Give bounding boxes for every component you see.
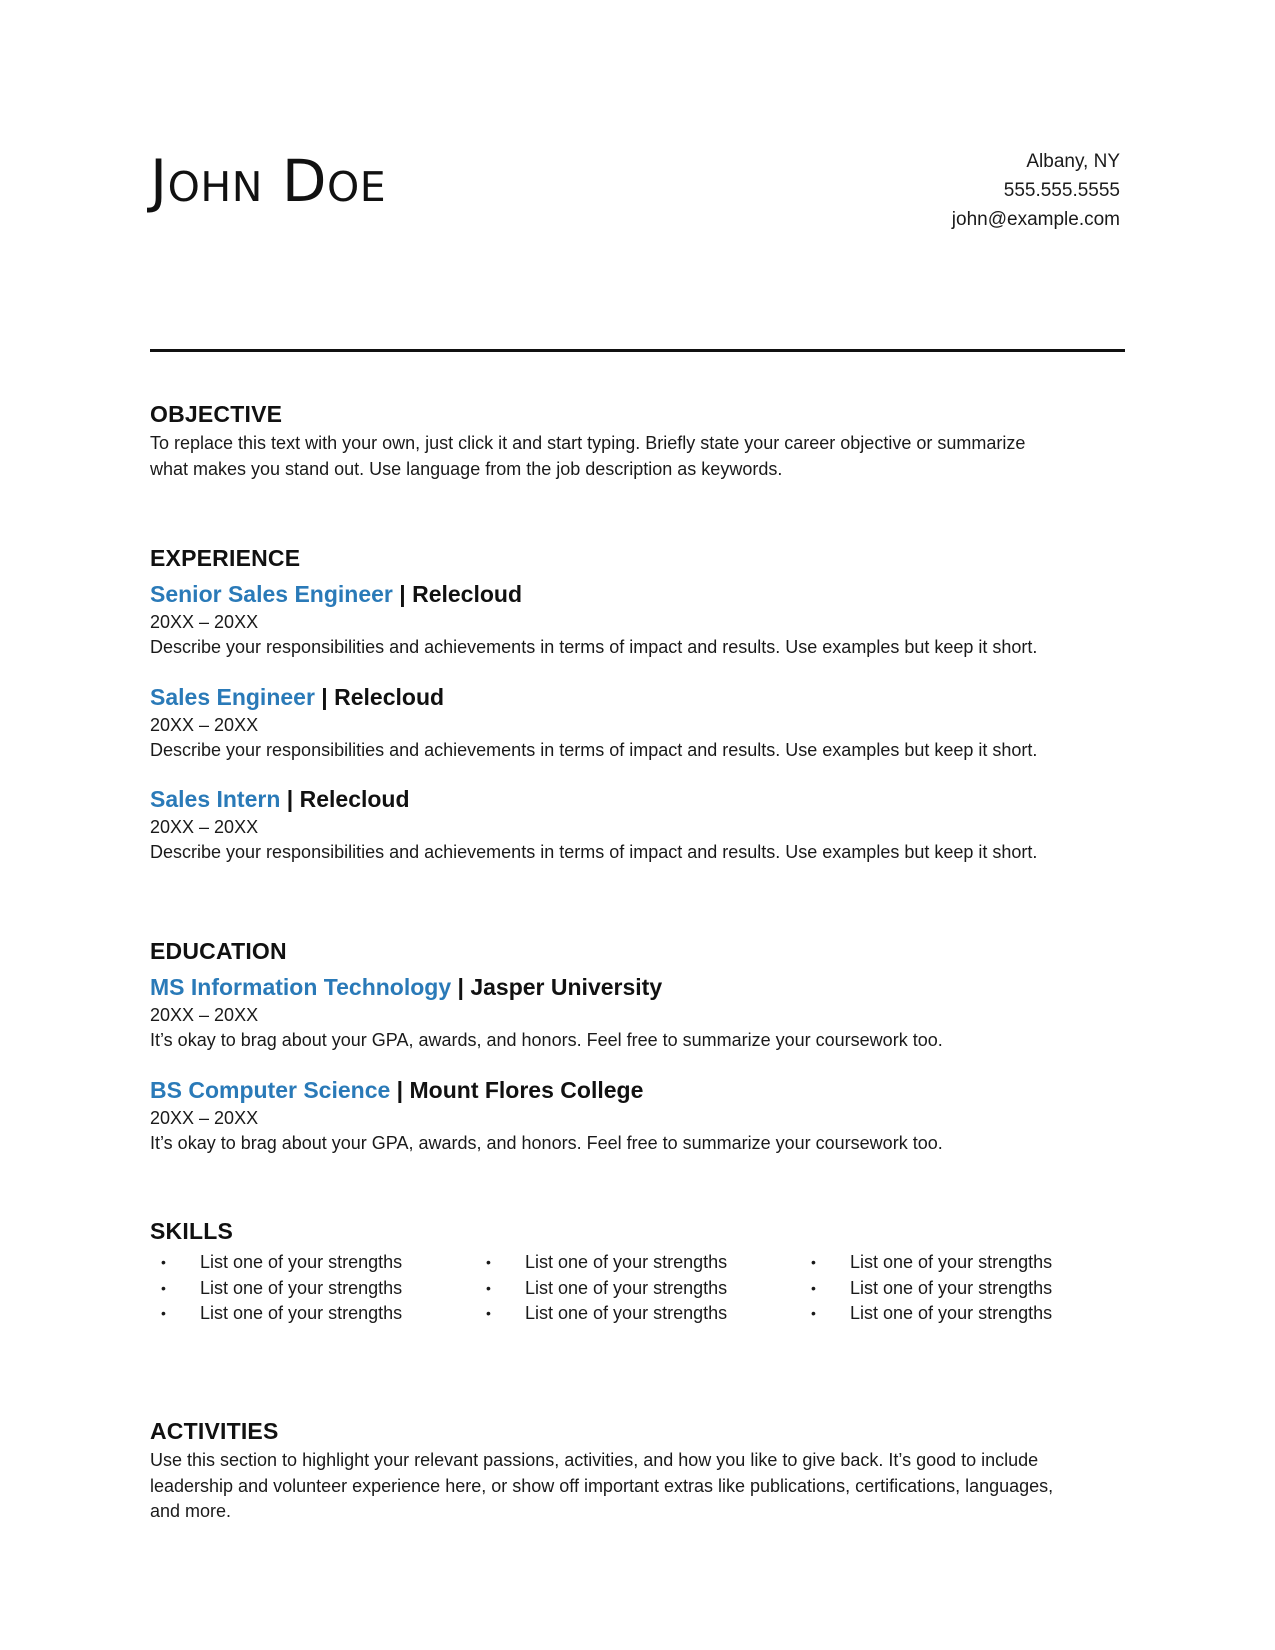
- bullet-icon: •: [486, 1279, 491, 1296]
- job-description: Describe your responsibilities and achievements in terms of impact and results. Use examples but keep it short.: [150, 739, 1038, 760]
- contact-email: john@example.com: [951, 209, 1120, 230]
- activities-heading: ACTIVITIES: [150, 1418, 279, 1444]
- objective-text-line-1: To replace this text with your own, just click it and start typing. Briefly state your career objective or summarize: [150, 433, 1026, 453]
- contact-location: Albany, NY: [1026, 151, 1120, 172]
- bullet-icon: •: [811, 1279, 816, 1296]
- skills-column: [475, 1250, 795, 1327]
- skills-section: [150, 1216, 1125, 1328]
- skill-item: [150, 1301, 470, 1327]
- education-entry: [150, 1075, 1125, 1157]
- job-description: Describe your responsibilities and achievements in terms of impact and results. Use examples but keep it short.: [150, 842, 1038, 862]
- skill-item: [800, 1276, 1120, 1302]
- experience-entry-heading: [150, 784, 1125, 814]
- objective-text-line-2: what makes you stand out. Use language from the job description as keywords.: [150, 458, 783, 479]
- education-dates: 20XX – 20XX: [150, 1107, 259, 1128]
- experience-entry: [150, 579, 1125, 661]
- objective-heading: OBJECTIVE: [150, 401, 283, 427]
- education-description: It’s okay to brag about your GPA, awards, and honors. Feel free to summarize your coursework too.: [150, 1030, 943, 1050]
- experience-entry: [150, 682, 1125, 764]
- skill-text: List one of your strengths: [200, 1252, 403, 1272]
- skills-column: [800, 1250, 1120, 1327]
- skill-item: [800, 1250, 1120, 1276]
- company-name: Relecloud: [412, 581, 523, 607]
- skill-text: List one of your strengths: [850, 1277, 1053, 1298]
- skill-item: [800, 1301, 1120, 1327]
- skill-item: [475, 1250, 795, 1276]
- skill-text: List one of your strengths: [525, 1277, 728, 1298]
- activities-text-line-1: Use this section to highlight your relevant passions, activities, and how you like to give back. It’s good to include: [150, 1450, 1039, 1470]
- company-name: Relecloud: [299, 786, 410, 812]
- company-name: Relecloud: [334, 683, 445, 710]
- skills-column: [150, 1250, 470, 1327]
- bullet-icon: •: [486, 1254, 491, 1270]
- education-entry-heading: [150, 972, 1125, 1002]
- bullet-icon: •: [161, 1254, 166, 1270]
- skills-heading: SKILLS: [150, 1218, 233, 1244]
- experience-heading: EXPERIENCE: [150, 545, 301, 571]
- education-dates: 20XX – 20XX: [150, 1005, 259, 1025]
- education-entry-heading: [150, 1075, 1125, 1105]
- contact-block: [952, 147, 1120, 234]
- bullet-icon: •: [811, 1305, 816, 1321]
- skill-item: [150, 1276, 470, 1302]
- degree-name: BS Computer Science: [150, 1076, 391, 1103]
- education-entry: [150, 972, 1125, 1054]
- bullet-icon: •: [811, 1254, 816, 1270]
- degree-separator: |: [451, 974, 471, 1000]
- school-name: Jasper University: [470, 974, 663, 1000]
- header-divider: [150, 349, 1125, 352]
- degree-name: MS Information Technology: [150, 974, 452, 1000]
- education-section: [150, 936, 1125, 1156]
- skill-text: List one of your strengths: [525, 1252, 728, 1272]
- skill-item: [475, 1276, 795, 1302]
- skill-text: List one of your strengths: [850, 1303, 1053, 1323]
- job-title: Sales Engineer: [150, 683, 315, 710]
- activities-text-line-3: and more.: [150, 1501, 232, 1521]
- degree-separator: |: [390, 1076, 410, 1103]
- contact-phone: 555.555.5555: [1003, 180, 1120, 201]
- title-separator: |: [314, 683, 335, 710]
- activities-text-line-2: leadership and volunteer experience here, or show off important extras like publications, certifications, languages,: [150, 1475, 1054, 1496]
- experience-entry: [150, 784, 1125, 866]
- bullet-icon: •: [486, 1305, 491, 1321]
- activities-section: [150, 1416, 1125, 1525]
- objective-section: [150, 399, 1125, 482]
- education-description: It’s okay to brag about your GPA, awards, and honors. Feel free to summarize your coursework too.: [150, 1132, 943, 1153]
- skill-item: [475, 1301, 795, 1327]
- job-dates: 20XX – 20XX: [150, 817, 259, 837]
- skill-item: [150, 1250, 470, 1276]
- title-separator: |: [392, 581, 413, 607]
- school-name: Mount Flores College: [409, 1076, 644, 1103]
- candidate-name: John Doe: [150, 147, 387, 215]
- experience-entry-heading: [150, 682, 1125, 712]
- skill-text: List one of your strengths: [200, 1303, 403, 1323]
- skills-list: [150, 1250, 1125, 1328]
- job-description: Describe your responsibilities and achievements in terms of impact and results. Use examples but keep it short.: [150, 637, 1038, 657]
- experience-section: [150, 543, 1125, 866]
- skill-text: List one of your strengths: [850, 1252, 1053, 1272]
- job-dates: 20XX – 20XX: [150, 714, 259, 735]
- experience-entry-heading: [150, 579, 1125, 609]
- education-heading: EDUCATION: [150, 938, 287, 964]
- job-dates: 20XX – 20XX: [150, 612, 259, 632]
- skill-text: List one of your strengths: [200, 1277, 403, 1298]
- job-title: Sales Intern: [150, 786, 281, 812]
- skill-text: List one of your strengths: [525, 1303, 728, 1323]
- title-separator: |: [280, 786, 300, 812]
- job-title: Senior Sales Engineer: [150, 581, 393, 607]
- bullet-icon: •: [161, 1279, 166, 1296]
- bullet-icon: •: [161, 1305, 166, 1321]
